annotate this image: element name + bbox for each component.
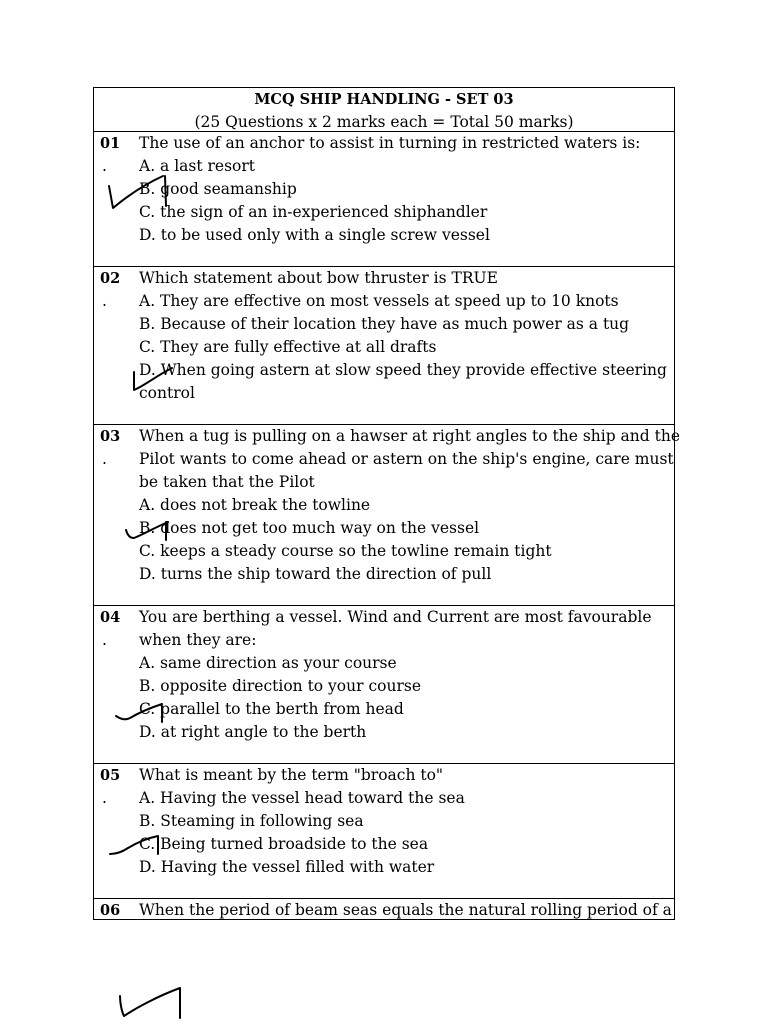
question-row <box>94 267 674 425</box>
question-number-dot: . <box>102 292 107 310</box>
question-body <box>139 132 668 247</box>
question-body <box>139 606 668 744</box>
option-a: A. same direction as your course <box>139 654 397 672</box>
page-subtitle: (25 Questions x 2 marks each = Total 50 marks) <box>194 113 574 131</box>
question-stem-line: When a tug is pulling on a hawser at right angles to the ship and the <box>139 427 681 445</box>
question-row <box>94 764 674 899</box>
option-c: C. the sign of an in-experienced shiphandler <box>139 203 488 221</box>
option-b: B. Because of their location they have as much power as a tug <box>139 315 630 333</box>
option-a: A. does not break the towline <box>139 496 371 514</box>
option-c: C. keeps a steady course so the towline remain tight <box>139 542 552 560</box>
question-stem-line: be taken that the Pilot <box>139 473 315 491</box>
question-row <box>94 425 681 606</box>
option-a: A. Having the vessel head toward the sea <box>139 789 465 807</box>
option-d: D. When going astern at slow speed they provide effective steering <box>139 361 667 379</box>
question-number: 06 <box>100 902 121 919</box>
page-title: MCQ SHIP HANDLING - SET 03 <box>254 91 514 108</box>
question-stem-line: Which statement about bow thruster is TRUE <box>139 269 498 287</box>
option-b: B. opposite direction to your course <box>139 677 421 695</box>
option-a: A. a last resort <box>139 157 256 175</box>
sheet-header <box>94 88 674 132</box>
option-c: C. Being turned broadside to the sea <box>139 835 429 853</box>
option-b: B. good seamanship <box>139 180 297 198</box>
option-b: B. Steaming in following sea <box>139 812 364 830</box>
question-stem-line: What is meant by the term "broach to" <box>139 766 444 784</box>
option-d: D. turns the ship toward the direction of pull <box>139 565 492 583</box>
question-stem-line: when they are: <box>139 631 257 649</box>
question-row <box>94 132 674 267</box>
question-number: 05 <box>100 767 121 784</box>
question-stem-line: When the period of beam seas equals the natural rolling period of a <box>139 901 672 919</box>
question-number: 01 <box>100 135 121 152</box>
question-body <box>139 899 672 922</box>
question-body <box>139 425 681 586</box>
question-number-dot: . <box>102 157 107 175</box>
question-stem-line: Pilot wants to come ahead or astern on the ship's engine, care must <box>139 450 674 468</box>
option-b: B. does not get too much way on the vessel <box>139 519 480 537</box>
question-number-dot: . <box>102 789 107 807</box>
option-d: D. to be used only with a single screw vessel <box>139 226 490 244</box>
option-a: A. They are effective on most vessels at speed up to 10 knots <box>139 292 619 310</box>
question-row <box>94 606 674 764</box>
handwritten-checkmark-icon <box>114 984 190 1024</box>
option-c: C. They are fully effective at all drafts <box>139 338 437 356</box>
option-d: D. Having the vessel filled with water <box>139 858 435 876</box>
question-number-dot: . <box>102 631 107 649</box>
question-stem-line: The use of an anchor to assist in turning in restricted waters is: <box>139 134 641 152</box>
question-number-dot: . <box>102 450 107 468</box>
option-c: C. parallel to the berth from head <box>139 700 404 718</box>
question-body <box>139 764 668 879</box>
question-number: 04 <box>100 609 121 626</box>
question-row <box>94 899 674 920</box>
option-d: D. at right angle to the berth <box>139 723 367 741</box>
question-stem-line: You are berthing a vessel. Wind and Current are most favourable <box>139 608 652 626</box>
question-body <box>139 267 668 405</box>
question-number: 02 <box>100 270 121 287</box>
question-sheet <box>93 87 681 920</box>
question-number: 03 <box>100 428 121 445</box>
option-d-continuation: control <box>139 384 195 402</box>
